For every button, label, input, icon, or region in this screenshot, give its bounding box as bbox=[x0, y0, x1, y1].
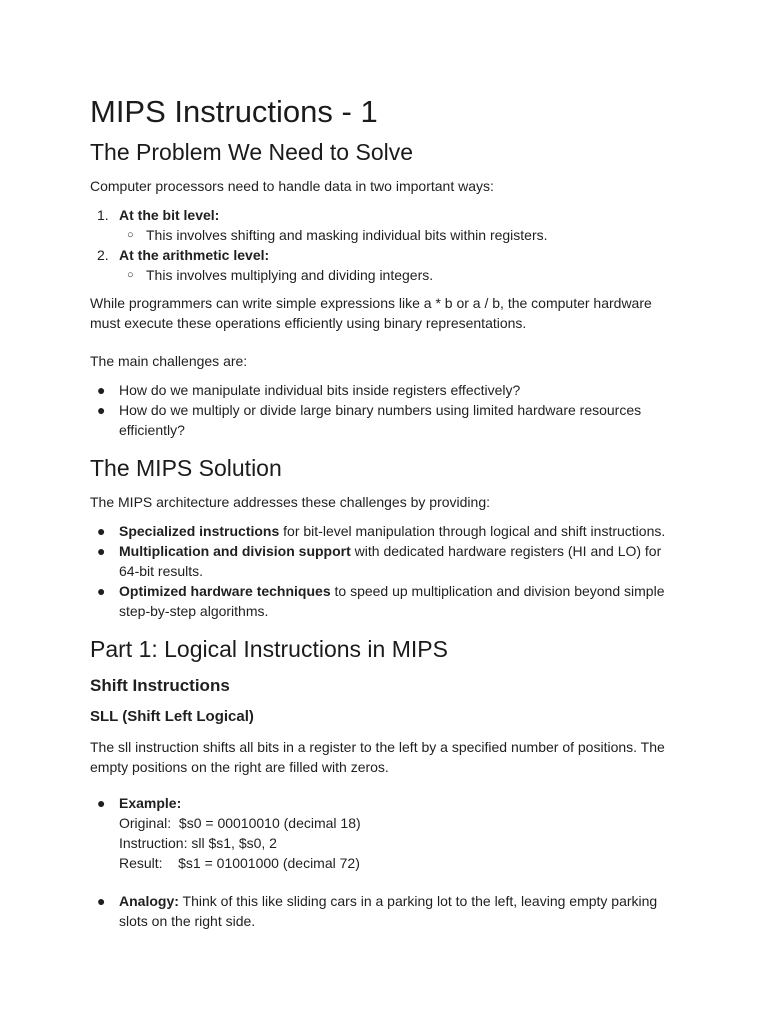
analogy-text: Think of this like sliding cars in a parking lot to the left, leaving empty parking slots on the right side. bbox=[119, 893, 658, 929]
list-item bbox=[90, 581, 678, 621]
bullet-icon: ● bbox=[97, 795, 106, 811]
solution-heading: The MIPS Solution bbox=[90, 455, 282, 481]
list-number: 2. bbox=[97, 247, 109, 263]
sll-paragraph: The sll instruction shifts all bits in a register to the left by a specified number of positions. The empty positions on the right are filled with zeros. bbox=[90, 739, 665, 775]
list-item bbox=[90, 205, 678, 245]
list-item bbox=[90, 245, 678, 285]
bullet-icon: ● bbox=[97, 382, 106, 398]
challenges-intro: The main challenges are: bbox=[90, 353, 248, 369]
sub-item-text: This involves multiplying and dividing integers. bbox=[146, 267, 434, 283]
list-item bbox=[90, 541, 678, 581]
list-item-text: How do we manipulate individual bits inside registers effectively? bbox=[119, 382, 521, 398]
sub-list-item bbox=[119, 225, 678, 245]
problem-paragraph: While programmers can write simple expressions like a * b or a / b, the computer hardware must execute these operations efficiently using binary representations. bbox=[90, 295, 652, 331]
problem-intro: Computer processors need to handle data in two important ways: bbox=[90, 178, 494, 194]
hollow-bullet-icon: ○ bbox=[127, 229, 134, 241]
bullet-icon: ● bbox=[97, 583, 106, 599]
list-item bbox=[90, 793, 678, 873]
solution-list bbox=[90, 521, 678, 621]
example-label: Example: bbox=[119, 795, 182, 811]
bullet-icon: ● bbox=[97, 402, 106, 418]
item-bold-text: Specialized instructions bbox=[119, 523, 280, 539]
part1-heading: Part 1: Logical Instructions in MIPS bbox=[90, 636, 448, 662]
item-bold-text: Optimized hardware techniques bbox=[119, 583, 331, 599]
list-item bbox=[90, 891, 678, 931]
list-number: 1. bbox=[97, 207, 109, 223]
document-title: MIPS Instructions - 1 bbox=[90, 94, 378, 129]
item-label: At the bit level: bbox=[119, 207, 220, 223]
analogy-label: Analogy: bbox=[119, 893, 179, 909]
hollow-bullet-icon: ○ bbox=[127, 269, 134, 281]
item-text: with dedicated hardware registers (HI and LO) for 64-bit results. bbox=[119, 543, 662, 579]
list-item-text: How do we multiply or divide large binary numbers using limited hardware resources efficiently? bbox=[119, 402, 642, 438]
shift-instructions-heading: Shift Instructions bbox=[90, 676, 230, 695]
problem-numbered-list bbox=[90, 205, 678, 285]
problem-heading: The Problem We Need to Solve bbox=[90, 139, 414, 165]
challenges-list bbox=[90, 380, 678, 440]
example-line-instruction: Instruction: sll $s1, $s0, 2 bbox=[119, 835, 277, 851]
sub-list-item bbox=[119, 265, 678, 285]
bullet-icon: ● bbox=[97, 523, 106, 539]
list-item bbox=[90, 380, 678, 400]
sub-item-text: This involves shifting and masking individual bits within registers. bbox=[146, 227, 548, 243]
list-item bbox=[90, 521, 678, 541]
item-bold-text: Multiplication and division support bbox=[119, 543, 351, 559]
example-line-original: Original: $s0 = 00010010 (decimal 18) bbox=[119, 815, 361, 831]
sll-heading: SLL (Shift Left Logical) bbox=[90, 708, 254, 725]
example-line-result: Result: $s1 = 01001000 (decimal 72) bbox=[119, 855, 360, 871]
solution-intro: The MIPS architecture addresses these challenges by providing: bbox=[90, 494, 490, 510]
item-text: for bit-level manipulation through logical and shift instructions. bbox=[279, 523, 666, 539]
list-item bbox=[90, 400, 678, 440]
bullet-icon: ● bbox=[97, 893, 106, 909]
example-list bbox=[90, 793, 678, 931]
item-label: At the arithmetic level: bbox=[119, 247, 270, 263]
bullet-icon: ● bbox=[97, 543, 106, 559]
item-text: to speed up multiplication and division beyond simple step-by-step algorithms. bbox=[119, 583, 665, 619]
